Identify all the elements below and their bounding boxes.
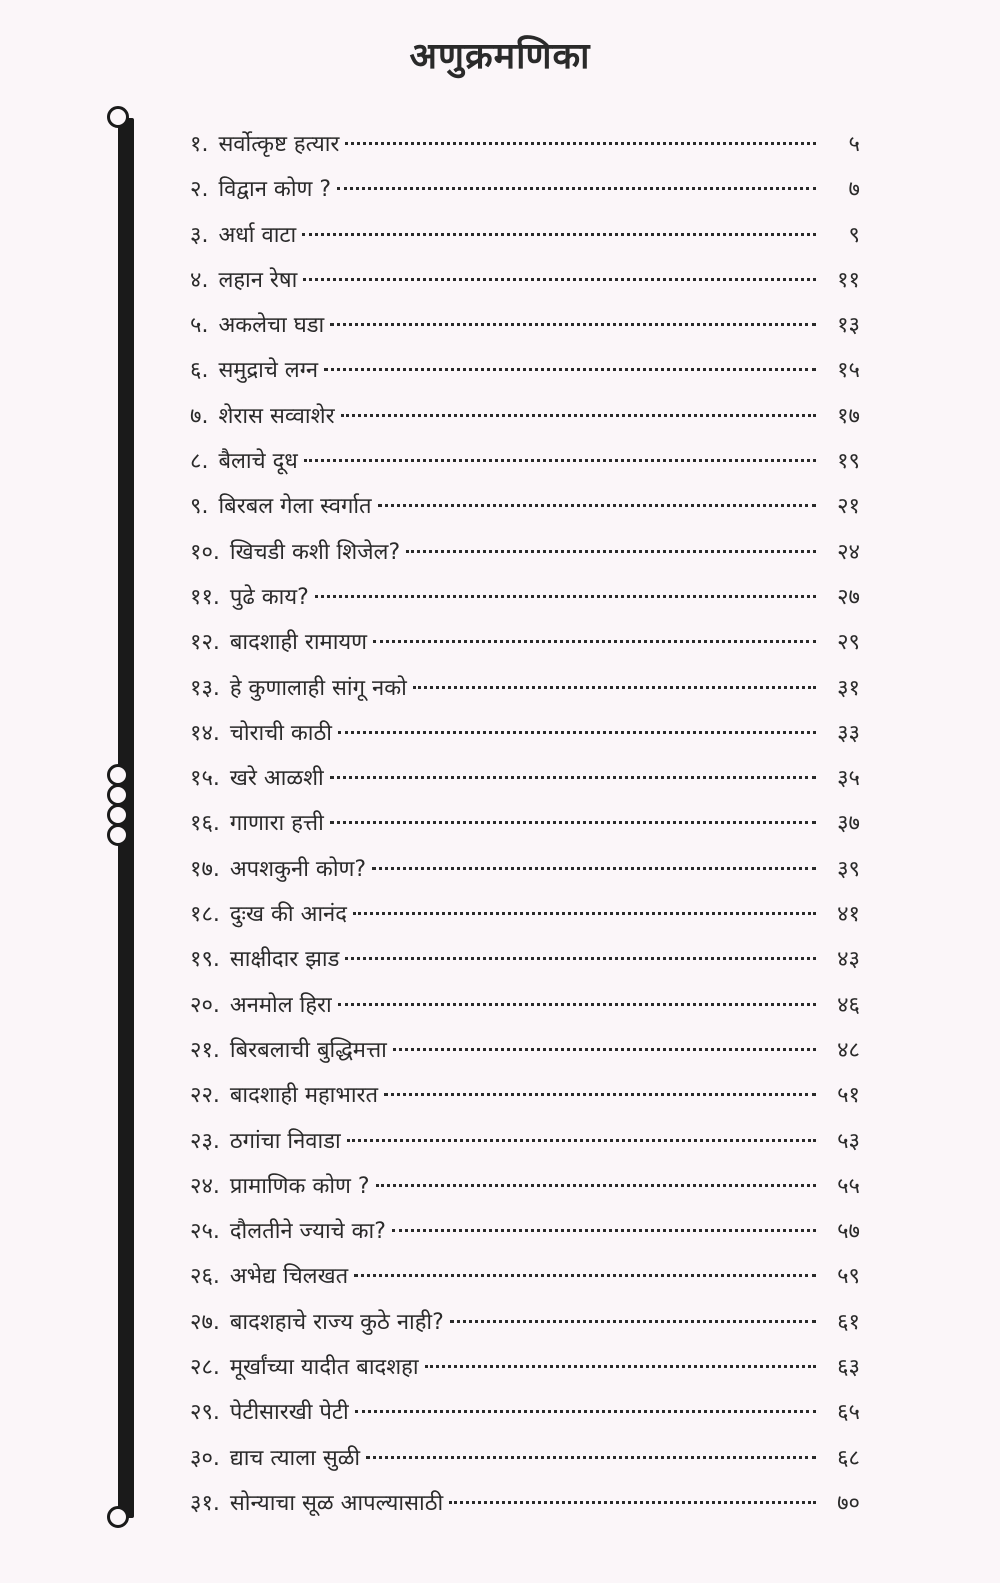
entry-page-number: २१ <box>837 494 860 520</box>
table-of-contents <box>190 128 860 1532</box>
entry-page-number: ४६ <box>837 992 860 1018</box>
entry-number: ११. <box>190 584 220 610</box>
entry-title: बादशाही महाभारत <box>229 1083 379 1109</box>
entry-number: ७. <box>190 403 209 429</box>
entry-page-number: १३ <box>837 313 860 339</box>
toc-entry <box>190 1351 860 1396</box>
toc-entry <box>190 490 860 535</box>
entry-number: ६. <box>190 358 209 384</box>
toc-entry <box>190 1306 860 1351</box>
entry-page-number: ११ <box>837 267 860 293</box>
entry-number: २५. <box>190 1219 220 1245</box>
entry-title: पेटीसारखी पेटी <box>229 1400 349 1426</box>
entry-number: १७. <box>190 856 220 882</box>
dot-leader <box>384 1093 816 1096</box>
entry-number: २७. <box>190 1309 220 1335</box>
dot-leader <box>330 821 816 824</box>
entry-title: गाणारा हत्ती <box>229 811 324 837</box>
entry-number: ३. <box>190 222 209 248</box>
entry-number: १३. <box>190 675 220 701</box>
toc-entry <box>190 943 860 988</box>
entry-page-number: २७ <box>837 584 860 610</box>
toc-entry <box>190 626 860 671</box>
entry-number: २८. <box>190 1355 220 1381</box>
entry-number: १. <box>190 132 209 157</box>
entry-page-number: ५७ <box>837 1219 860 1245</box>
entry-number: ५. <box>190 313 209 339</box>
toc-entry <box>190 1442 860 1487</box>
dot-leader <box>366 1456 816 1459</box>
toc-entry <box>190 807 860 852</box>
entry-page-number: ९ <box>848 222 860 248</box>
entry-page-number: ५३ <box>837 1128 860 1154</box>
toc-entry <box>190 581 860 626</box>
dot-leader <box>330 776 816 779</box>
dot-leader <box>345 957 816 960</box>
entry-title: हे कुणालाही सांगू नको <box>229 675 407 701</box>
toc-entry <box>190 173 860 218</box>
entry-number: १५. <box>190 766 220 792</box>
entry-title: पुढे काय? <box>229 584 309 610</box>
entry-title: खिचडी कशी शिजेल? <box>229 539 401 565</box>
entry-number: २६. <box>190 1264 220 1290</box>
entry-page-number: ३३ <box>837 720 860 746</box>
entry-title: समुद्राचे लग्न <box>218 358 319 384</box>
toc-entry <box>190 264 860 309</box>
toc-entry <box>190 445 860 490</box>
dot-leader <box>330 323 816 326</box>
dot-leader <box>303 278 816 281</box>
toc-entry <box>190 1260 860 1305</box>
toc-entry <box>190 128 860 173</box>
entry-title: ठगांचा निवाडा <box>229 1128 341 1154</box>
toc-entry <box>190 989 860 1034</box>
entry-number: २२. <box>190 1083 220 1109</box>
toc-entry <box>190 309 860 354</box>
entry-title: दुःख की आनंद <box>229 902 347 928</box>
toc-entry <box>190 1396 860 1441</box>
entry-title: प्रामाणिक कोण ? <box>229 1173 370 1199</box>
entry-page-number: १९ <box>837 449 860 475</box>
entry-number: ९. <box>190 494 209 520</box>
dot-leader <box>354 1274 816 1277</box>
dot-leader <box>337 187 816 190</box>
dot-leader <box>406 550 816 553</box>
entry-title: साक्षीदार झाड <box>229 947 340 973</box>
entry-number: १०. <box>190 539 220 565</box>
dot-leader <box>338 1003 816 1006</box>
dot-leader <box>304 459 816 462</box>
dot-leader <box>345 142 816 145</box>
entry-number: १८. <box>190 902 220 928</box>
entry-title: अर्धा वाटा <box>218 222 297 248</box>
entry-page-number: ५ <box>848 132 860 157</box>
entry-number: २१. <box>190 1037 220 1063</box>
entry-title: लहान रेषा <box>218 267 298 293</box>
toc-entry <box>190 672 860 717</box>
entry-page-number: ५९ <box>837 1264 860 1290</box>
binding-ring-middle-3 <box>107 804 129 826</box>
entry-title: बादशाही रामायण <box>229 630 368 656</box>
entry-number: १६. <box>190 811 220 837</box>
toc-entry <box>190 536 860 581</box>
toc-entry <box>190 1215 860 1260</box>
entry-page-number: ३५ <box>837 766 860 792</box>
entry-title: खरे आळशी <box>229 766 324 792</box>
dot-leader <box>413 686 816 689</box>
binding-ring-middle-1 <box>107 764 129 786</box>
entry-page-number: २९ <box>837 630 860 656</box>
toc-entry <box>190 762 860 807</box>
entry-number: २९. <box>190 1400 220 1426</box>
dot-leader <box>378 504 816 507</box>
entry-number: ४. <box>190 267 209 293</box>
dot-leader <box>341 414 816 417</box>
entry-number: २. <box>190 177 209 203</box>
dot-leader <box>373 640 816 643</box>
dot-leader <box>393 1048 816 1051</box>
toc-entry <box>190 1170 860 1215</box>
binding-ring-bottom <box>107 1506 129 1528</box>
entry-page-number: ६३ <box>837 1355 860 1381</box>
entry-title: शेरास सव्वाशेर <box>218 403 335 429</box>
entry-page-number: ३१ <box>837 675 860 701</box>
entry-number: १४. <box>190 720 220 746</box>
entry-page-number: ७ <box>848 177 860 203</box>
entry-page-number: ७० <box>837 1490 860 1516</box>
binding-ring-middle-2 <box>107 784 129 806</box>
entry-page-number: ३७ <box>837 811 860 837</box>
entry-title: अकलेचा घडा <box>218 313 325 339</box>
dot-leader <box>372 867 816 870</box>
entry-title: अभेद्य चिलखत <box>229 1264 349 1290</box>
dot-leader <box>355 1410 816 1413</box>
entry-page-number: ६८ <box>837 1445 860 1471</box>
toc-entry <box>190 717 860 762</box>
dot-leader <box>324 368 816 371</box>
entry-number: १९. <box>190 947 220 973</box>
toc-entry <box>190 853 860 898</box>
entry-page-number: ५१ <box>837 1083 860 1109</box>
entry-title: द्याच त्याला सुळी <box>229 1445 361 1471</box>
entry-title: बिरबलाची बुद्धिमत्ता <box>229 1037 387 1063</box>
toc-entry <box>190 354 860 399</box>
entry-page-number: २४ <box>837 539 860 565</box>
toc-entry <box>190 1079 860 1124</box>
entry-title: चोराची काठी <box>229 720 332 746</box>
entry-number: १२. <box>190 630 220 656</box>
entry-title: बादशहाचे राज्य कुठे नाही? <box>229 1309 444 1335</box>
entry-number: ३१. <box>190 1490 220 1516</box>
page-title: अणुक्रमणिका <box>409 36 591 77</box>
toc-entry <box>190 1034 860 1079</box>
dot-leader <box>392 1229 816 1232</box>
entry-number: २३. <box>190 1128 220 1154</box>
entry-title: सर्वोत्कृष्ट हत्यार <box>218 132 340 157</box>
toc-entry <box>190 219 860 264</box>
dot-leader <box>425 1365 816 1368</box>
entry-number: २०. <box>190 992 220 1018</box>
dot-leader <box>302 233 816 236</box>
entry-page-number: १७ <box>837 403 860 429</box>
entry-title: अनमोल हिरा <box>229 992 332 1018</box>
toc-entry <box>190 1125 860 1170</box>
entry-page-number: १५ <box>837 358 860 384</box>
toc-entry <box>190 898 860 943</box>
entry-number: ८. <box>190 449 209 475</box>
dot-leader <box>315 595 816 598</box>
toc-entry <box>190 400 860 445</box>
binding-ring-top <box>107 106 129 128</box>
dot-leader <box>449 1501 816 1504</box>
entry-title: बिरबल गेला स्वर्गात <box>218 494 372 520</box>
entry-title: विद्वान कोण ? <box>218 177 332 203</box>
entry-title: मूर्खांच्या यादीत बादशहा <box>229 1355 419 1381</box>
entry-title: अपशकुनी कोण? <box>229 856 367 882</box>
dot-leader <box>338 731 816 734</box>
entry-number: २४. <box>190 1173 220 1199</box>
entry-page-number: ४८ <box>837 1037 860 1063</box>
dot-leader <box>376 1184 816 1187</box>
toc-entry <box>190 1487 860 1532</box>
entry-page-number: ४३ <box>837 947 860 973</box>
binding-ring-middle-4 <box>107 824 129 846</box>
entry-page-number: ५५ <box>837 1173 860 1199</box>
entry-page-number: ६१ <box>837 1309 860 1335</box>
entry-page-number: ३९ <box>837 856 860 882</box>
dot-leader <box>353 912 816 915</box>
dot-leader <box>347 1139 816 1142</box>
entry-title: बैलाचे दूध <box>218 449 298 475</box>
entry-title: दौलतीने ज्याचे का? <box>229 1219 386 1245</box>
entry-title: सोन्याचा सूळ आपल्यासाठी <box>229 1490 444 1516</box>
dot-leader <box>450 1320 816 1323</box>
entry-page-number: ४१ <box>837 902 860 928</box>
entry-number: ३०. <box>190 1445 220 1471</box>
entry-page-number: ६५ <box>837 1400 860 1426</box>
